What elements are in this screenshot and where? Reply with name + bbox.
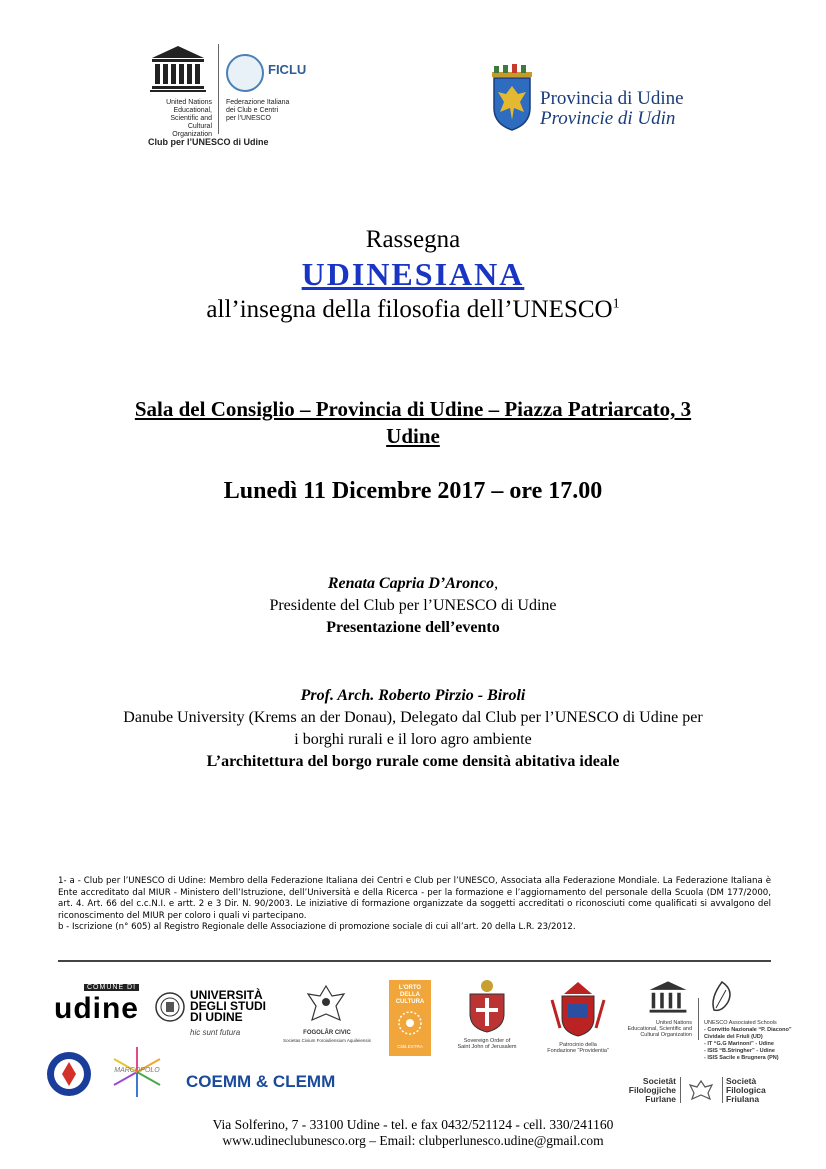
societa-filologica-logo: Societât Filologjiche Furlane Società Filologica Friulana	[628, 1076, 766, 1104]
coemm-clemm-logo: COEMM & CLEMM	[186, 1072, 336, 1091]
eagle-crest-icon	[304, 982, 348, 1026]
eagle-shield-icon	[492, 76, 532, 132]
footnote-ref: 1	[612, 296, 620, 312]
contact-line: www.udineclubunesco.org – Email: clubperlunesco.udine@gmail.com	[222, 1133, 604, 1148]
provincia-name-friulian: Provincie di Udin	[540, 108, 676, 129]
provincia-name: Provincia di Udine	[540, 88, 684, 109]
provincia-logo	[488, 62, 728, 142]
sovereign-order-logo: Sovereign Order of Saint John of Jerusalem	[452, 978, 522, 1056]
footnote-a: 1- a - Club per l’UNESCO di Udine: Membro della Federazione Italiana dei Centri e Club per l’UNESCO, Associata alla Federazione Mondiale. La Federazione Italiana è Ente accreditato dal MIUR - Ministero dell’Istruzione, dell’Università e della Ricerca - per la formazione e l’aggiornamento del personale della Scuola (DM 177/2000, art. 4. Art. 66 del c.c.N.I. e artt. 2 e 3 Dir. N. 90/2003. Le iniziative di formazione organizzate da soggetti accreditati o riconosciuti come qualificati si avvalgono del riconoscimento del MIUR per coloro i quali vi partecipano.	[58, 876, 771, 921]
ficlu-org-text: Federazione Italiana dei Club e Centri per l'UNESCO	[226, 99, 290, 122]
speaker-role: Danube University (Krems an der Donau), Delegato dal Club per l’UNESCO di Udine per	[123, 709, 703, 726]
ficlu-emblem-icon	[226, 54, 264, 92]
divider	[58, 960, 771, 962]
address-line: Via Solferino, 7 - 33100 Udine - tel. e fax 0432/521124 - cell. 330/241160	[212, 1117, 614, 1132]
speaker-topic: L’architettura del borgo rurale come densità abitativa ideale	[206, 753, 620, 770]
logo-divider	[218, 44, 219, 134]
speaker-name: Prof. Arch. Roberto Pirzio - Biroli	[300, 687, 526, 704]
venue-line: Sala del Consiglio – Provincia di Udine – Piazza Patriarcato, 3	[134, 397, 692, 421]
event-date: Lunedì 11 Dicembre 2017 – ore 17.00	[223, 478, 603, 504]
speaker-block	[0, 685, 826, 773]
marcopolo-logo: MARCOPOLO	[104, 1045, 170, 1101]
club-name: Club per l’UNESCO di Udine	[148, 137, 269, 147]
leaf-icon	[708, 980, 736, 1016]
unesco-ficlu-logo	[148, 44, 307, 154]
orto-cultura-logo: L’ORTO DELLA CULTURA Città EXTRA	[389, 980, 431, 1056]
eagle-icon	[688, 1079, 714, 1101]
event-subtitle: all’insegna della filosofia dell’UNESCO$^1$	[206, 296, 620, 323]
sun-icon	[397, 1010, 423, 1036]
unesco-temple-icon	[150, 44, 206, 92]
venue-city: Udine	[386, 424, 440, 448]
comune-udine-logo: COMUNE DI udine	[54, 984, 139, 1025]
event-title: UDINESIANA	[301, 256, 525, 292]
speaker-topic: Presentazione dell’evento	[326, 619, 500, 636]
speaker-block: Renata Capria D’Aronco, Presidente del Club per l’UNESCO di Udine Presentazione dell’evento	[0, 573, 826, 639]
venue	[0, 396, 826, 450]
unesco-logo-small: United Nations Educational, Scientific and Cultural Organization	[620, 980, 702, 1040]
university-seal-icon	[155, 992, 185, 1022]
cardinal-hat-icon	[548, 980, 608, 1038]
unesco-temple-icon	[648, 980, 688, 1014]
unesco-schools-logo: UNESCO Associated Schools - Convitto Nazionale “P. Diacono” Cividale del Friuli (UD) - IT “G.G Marinoni” - Udine - ISIS “B.Stringher” - Udine - ISIS Sacile e Brugnera (PN)	[704, 980, 794, 1072]
speaker-name: Renata Capria D’Aronco	[327, 575, 495, 592]
unesco-org-text: United Nations Educational, Scientific and Cultural Organization	[166, 99, 212, 138]
footnote	[58, 876, 771, 934]
event-series-label: Rassegna	[365, 226, 461, 253]
footnote-b: b - Iscrizione (n° 605) al Registro Regionale delle Associazione di promozione sociale di cui all’art. 20 della L.R. 23/2012.	[58, 922, 576, 932]
speaker-role: Presidente del Club per l’UNESCO di Udine	[269, 597, 557, 614]
speaker-role: i borghi rurali e il loro agro ambiente	[294, 731, 532, 748]
ficlu-wordmark: FICLU	[268, 62, 307, 77]
coat-of-arms-icon	[462, 978, 512, 1034]
badge-logo-icon	[40, 1050, 98, 1098]
fogolar-civic-logo: FOGOLÂR CIVIC Societas Civium Foroiuliensium Aquileiensis	[282, 982, 372, 1052]
universita-udine-logo: UNIVERSITÀ DEGLI STUDI DI UDINE hic sunt futura	[155, 990, 285, 1042]
fondazione-providentia-logo: Patrocinio della Fondazione “Providentia”	[540, 980, 616, 1058]
